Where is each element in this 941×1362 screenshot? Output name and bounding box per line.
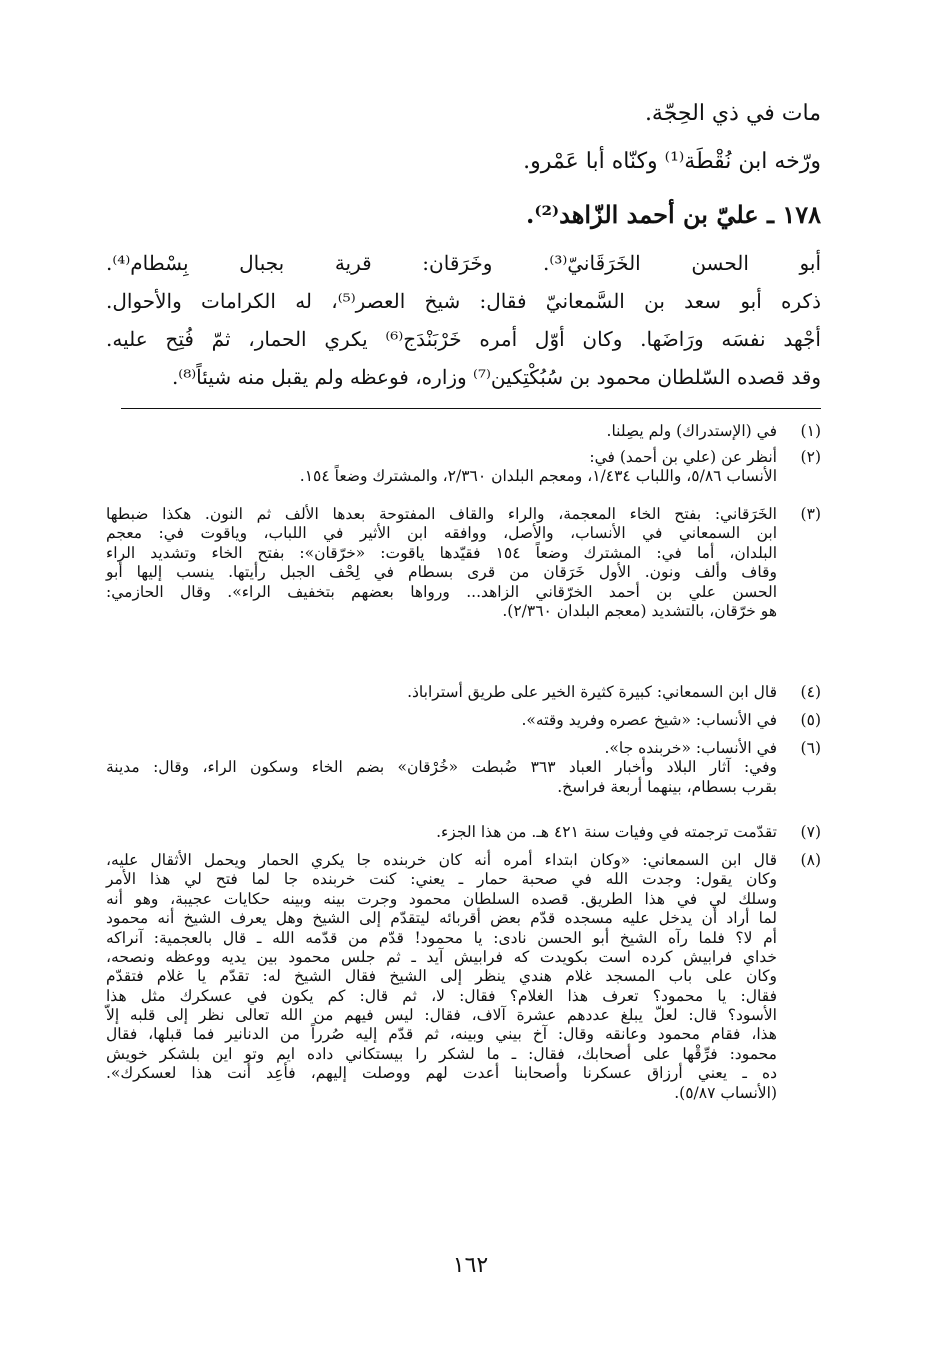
footnote-line: الأسود؟ قال: لعلّ يبلغ عددهم عشرة آلاف، فقال: ليس فيهم من الله تعالى نظر إلى قلبه إلاّ (106, 1006, 777, 1024)
footnote-line: لما أراد أن يدخل عليه مسجده قدّم بعض أقربائه ليتقدّم إلى الشيخ وهل يعرف الشيخ أنه محمود (106, 909, 777, 928)
bio-line: ذكره أبو سعد بن السَّمعانيّ فقال: شيخ العصر⁽⁵⁾، له الكرامات والأحوال. (106, 289, 821, 313)
footnote (106, 823, 821, 842)
footnote-line: محمود: فرِّقْها على أصحابك، فقال: ـ ما لشكر را بيستكاني داده ايم وتو اين بلشكر خويش (106, 1044, 777, 1063)
footnote-line: وسلك لي في هذا الطريق. قصده السلطان محمود وجرت بينه وبينه حكايات عجيبة، وهو أنه (106, 889, 777, 908)
footnote (106, 739, 821, 797)
footnote-number: (٣) (800, 505, 821, 523)
footnote (106, 505, 821, 621)
footnote-line: الحسن علي بن أحمد الخرّقاني الزاهد... ورواها بعضهم بتخفيف الراء». وقال الحازمي: (106, 582, 777, 601)
footnote-line: الأنساب ٥/٨٦، واللباب ١/٤٣٤، ومعجم البلدان ٢/٣٦٠، والمشترك وضعاً ١٥٤. (299, 467, 777, 486)
bio-line: أبو الحسن الخَرَقَانيّ⁽³⁾. وخَرَقان: قرية بجبال بِسْطام⁽⁴⁾. (106, 251, 822, 275)
footnote-line: في الأنساب: «شيخ عصره وفريد وقته». (521, 711, 777, 729)
footnote-line: وكان على باب المسجد غلام هندي ينظر إلى الشيخ فقال الشيخ له: تقدّم يا غلام فتقدّم (106, 967, 777, 986)
footnote-number: (٥) (800, 711, 821, 729)
footnote (106, 448, 821, 487)
footnote (106, 851, 821, 1103)
entry-heading: ١٧٨ ـ عليّ بن أحمد الزّاهد⁽²⁾. (526, 200, 821, 229)
footnote-number: (٧) (800, 823, 821, 841)
footnote-line: وفي: آثار البلاد وأخبار العباد ٣٦٣ ضُبطت «خُرْقان» بضم الخاء وسكون الراء، وقال: مدينة (106, 758, 777, 777)
footnote-line: وقاف وألف ونون. الأول خَرَقان من قرى بسطام في لِحْف الجبل رأيتها. ينسب إليها أبو (106, 563, 777, 582)
footnote-line: الخَرَقاني: بفتح الخاء المعجمة، والراء والقاف المفتوحة بعدها الألف ثم النون. هكذا ضبطها (106, 505, 777, 523)
footnote-line: قال ابن السمعاني: كبيرة كثيرة الخير على طريق أستراباذ. (407, 683, 777, 701)
text-line: ورّخه ابن نُقْطَة⁽¹⁾ وكنّاه أبا عَمْرو. (523, 149, 821, 174)
footnote-number: (١) (800, 422, 821, 440)
footnote-line: بقرب بسطام، بينهما أربعة فراسخ. (557, 777, 777, 796)
footnote-number: (٨) (800, 851, 821, 869)
footnote (106, 683, 821, 702)
footnote-line: فقال: يا محمود؟ تعرف هذا الغلام؟ فقال: لا، ثم قال: كم يكون في عسكرك مثل هذا (106, 986, 777, 1005)
bio-line: وقد قصده السّلطان محمود بن سُبُكْتِكين⁽⁷⁾ وزاره، فوعظه ولم يقبل منه شيئاً⁽⁸⁾. (171, 365, 821, 389)
footnote-number: (٢) (800, 448, 821, 466)
footnote-line: (الأنساب ٥/٨٧). (674, 1083, 777, 1102)
text-line: مات في ذي الحِجّة. (644, 101, 821, 126)
footnote-line: قال ابن السمعاني: «وكان ابتداء أمره أنه كان خربنده جا يكري الحمار ويحمل الأثقال عليه، (106, 851, 777, 869)
footnote-line: هذا، فقام محمود وعانقه وقال: آخ بيني وبينه، ثم قدّم إليه صُرراً من الدنانير فما قبلها، فقال (106, 1025, 777, 1044)
footnote-line: في الأنساب: «خربنده جا». (604, 739, 777, 757)
footnote (106, 711, 821, 730)
footnote-line: ده ـ يعني أرزاق عسكرنا وأصحابنا أعدت لهم ووصلت إليهم، فأعِد أنت هذا لعسكرك». (106, 1064, 777, 1083)
footnote-number: (٦) (800, 739, 821, 757)
footnote-number: (٤) (800, 683, 821, 701)
footnote-separator (121, 408, 821, 409)
footnote-line: وكان يقول: وجدت الله في صحبة حمار ـ يعني: كنت خربنده جا لما فتح لي هذا الأمر (106, 870, 777, 889)
footnote-line: في (الإستدراك) ولم يصِلنا. (606, 422, 777, 440)
bio-line: أجْهد نفسَه ورَاضَها. وكان أوّل أمره خَرْبَنْدَج⁽⁶⁾ يكري الحمار، ثمّ فُتِح عليه. (106, 327, 821, 351)
footnote-line: أم لا؟ فلما رآه الشيخ أبو الحسن نادى: يا محمود! قدّم من قدّمه الله ـ قال بالعجمية: آنراكه (106, 928, 777, 947)
page-number: ١٦٢ (452, 1253, 489, 1278)
footnote-line: البلدان، أما في: المشترك وضعاً ١٥٤ فقيّدها ياقوت: «خرّقان»: بفتح الخاء وتشديد الراء (106, 543, 777, 562)
footnote (106, 422, 821, 441)
footnote-line: ابن السمعاني في الأنساب، والأصل، ووافقه ابن الأثير في اللباب، وياقوت في: معجم (106, 524, 777, 543)
footnote-line: أنظر عن (علي بن أحمد) في: (589, 448, 777, 466)
footnote-line: هو خرّقان، بالتشديد (معجم البلدان ٢/٣٦٠). (502, 601, 777, 620)
footnote-line: خداي فرابيش كرده است بكويدت كه فرابيش آيد ـ ثم جلس محمود بين يديه ووعظه ونصحه، (106, 947, 777, 966)
footnote-line: تقدّمت ترجمته في وفيات سنة ٤٢١ هـ. من هذا الجزء. (436, 823, 777, 841)
